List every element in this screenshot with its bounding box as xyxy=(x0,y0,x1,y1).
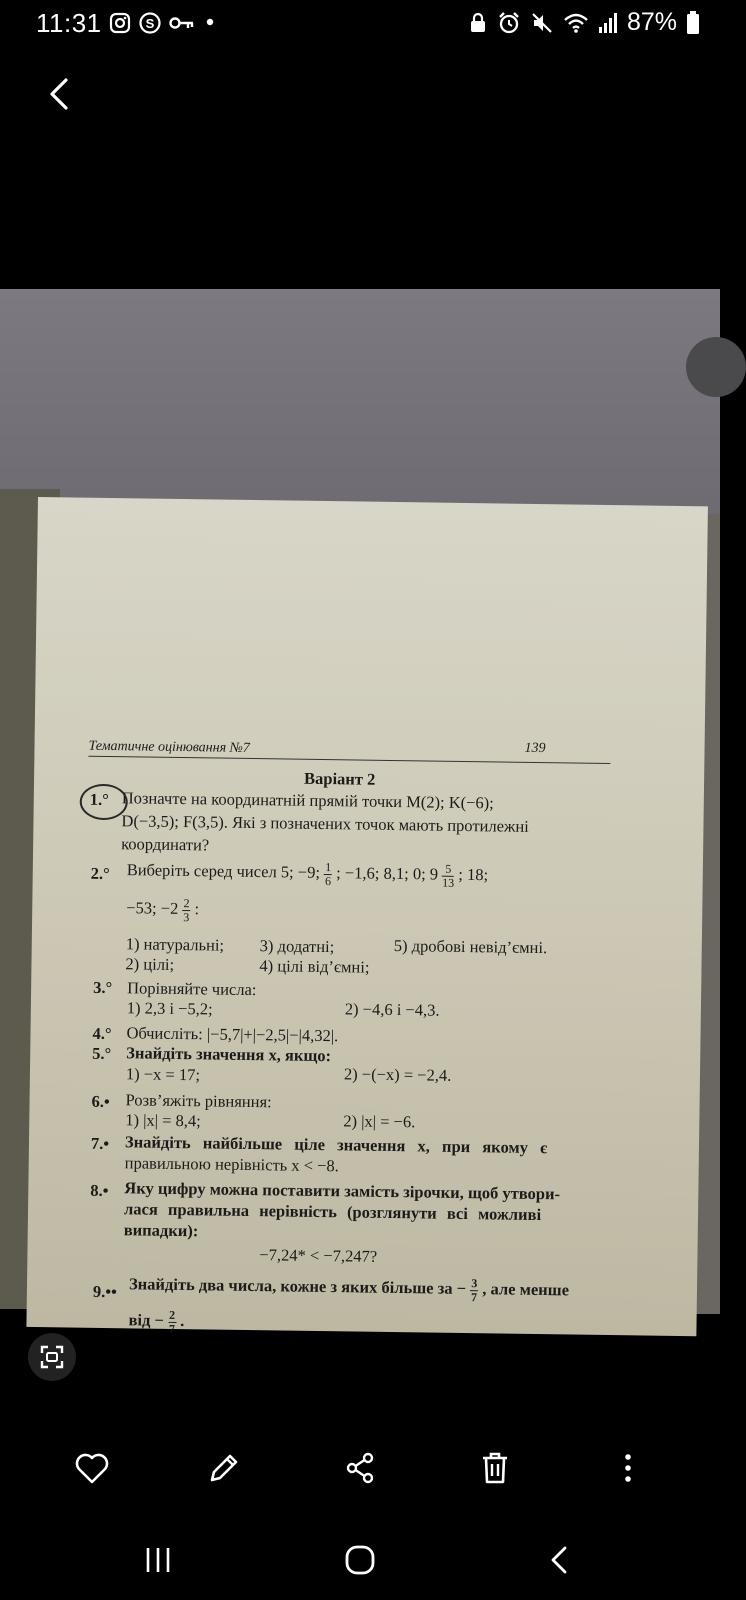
question-text-part: ; 18; xyxy=(458,864,489,885)
answer-option: 2) −(−x) = −2,4. xyxy=(343,1064,452,1085)
question-text: Обчисліть: |−5,7|+|−2,5|−|4,32|. xyxy=(126,1023,339,1046)
question-text: координати? xyxy=(121,834,210,855)
status-time: 11:31 xyxy=(36,8,102,38)
fraction-numerator: 3 xyxy=(471,1276,478,1291)
question-number: 9.•• xyxy=(92,1281,117,1302)
question-number: 6.• xyxy=(91,1091,110,1112)
inequality-expression: −7,24* < −7,247? xyxy=(259,1245,378,1266)
fraction xyxy=(324,861,332,887)
fraction-denominator: 7 xyxy=(168,1321,176,1336)
fraction xyxy=(470,1277,478,1303)
share-icon[interactable] xyxy=(340,1448,380,1488)
alarm-icon xyxy=(497,11,521,35)
page-number: 139 xyxy=(524,740,546,757)
fraction xyxy=(182,897,190,923)
status-bar xyxy=(0,0,720,48)
fraction-denominator: 6 xyxy=(324,873,332,888)
skype-icon xyxy=(139,12,161,34)
battery-icon xyxy=(686,11,700,35)
scan-image-icon xyxy=(28,1333,76,1381)
fraction-numerator: 2 xyxy=(168,1307,176,1322)
question-text-part: , але менше xyxy=(482,1279,570,1300)
question-text-part: . xyxy=(180,1310,185,1330)
answer-option: 1) |x| = 8,4; xyxy=(125,1110,201,1131)
photo-background-object xyxy=(686,337,746,397)
question-text: Розв’яжіть рівняння: xyxy=(125,1090,272,1112)
variant-title: Варіант 2 xyxy=(303,768,376,789)
fraction-numerator: 1 xyxy=(325,860,332,875)
edit-pencil-icon[interactable] xyxy=(204,1448,244,1488)
mute-icon xyxy=(530,11,554,35)
textbook-page xyxy=(26,497,708,1336)
answer-option: 1) натуральні; xyxy=(125,934,225,955)
dot-icon xyxy=(206,18,214,26)
question-number: 8.• xyxy=(90,1180,109,1201)
fraction-numerator: 5 xyxy=(442,863,454,877)
answer-option: 2) цілі; xyxy=(125,954,175,974)
recent-apps-icon[interactable] xyxy=(138,1540,178,1580)
question-text-part: −53; −2 xyxy=(126,898,179,918)
question-text-part: Виберіть серед чисел 5; −9; xyxy=(126,860,321,882)
question-number: 5.° xyxy=(92,1043,112,1064)
question-text: D(−3,5); F(3,5). Які з позначених точок мають протилежні xyxy=(121,811,529,836)
question-text: Яку цифру можна поставити замість зірочки, щоб утвори- xyxy=(124,1178,561,1204)
fraction-denominator: 13 xyxy=(442,875,455,890)
question-number: 7.• xyxy=(90,1133,110,1154)
lock-icon xyxy=(468,12,488,34)
question-text: Порівняйте числа: xyxy=(127,978,257,1000)
answer-option: 1) 2,3 і −5,2; xyxy=(126,998,213,1019)
question-text: Знайдіть найбільше ціле значення x, при якому є xyxy=(124,1132,548,1158)
question-text-part: від − xyxy=(128,1310,165,1330)
question-text xyxy=(127,858,489,889)
question-text xyxy=(128,1308,184,1335)
question-text xyxy=(126,896,199,923)
svg-text:S: S xyxy=(145,16,155,31)
question-number: 1.° xyxy=(89,789,109,810)
question-text: Позначте на координатній прямій точки M(2); K(−6); xyxy=(121,788,494,813)
more-options-icon[interactable] xyxy=(608,1448,648,1488)
back-arrow-icon[interactable] xyxy=(42,74,82,114)
question-text-part: : xyxy=(194,899,200,919)
page-header-title: Тематичне оцінювання №7 xyxy=(88,738,250,756)
answer-option: 1) −x = 17; xyxy=(125,1064,201,1085)
photo-viewer[interactable] xyxy=(0,289,720,1336)
question-text-part: ; −1,6; 8,1; 0; 9 xyxy=(336,863,439,884)
question-number: 2.° xyxy=(90,863,110,884)
signal-icon xyxy=(598,12,618,34)
status-right xyxy=(468,8,700,37)
delete-trash-icon[interactable] xyxy=(475,1448,515,1488)
question-text: правильною нерівність x < −8. xyxy=(124,1153,340,1176)
wifi-icon xyxy=(563,12,589,34)
favorite-heart-icon[interactable] xyxy=(72,1448,112,1488)
fraction xyxy=(168,1309,176,1335)
question-text: випадки): xyxy=(123,1220,199,1241)
question-text: лася правильна нерівність (розглянути всі можливі xyxy=(123,1199,542,1225)
question-text xyxy=(129,1272,569,1304)
answer-option: 3) додатні; xyxy=(259,936,335,957)
question-number: 3.° xyxy=(93,977,113,998)
battery-percent: 87% xyxy=(626,8,677,36)
back-nav-icon[interactable] xyxy=(540,1540,580,1580)
fraction-denominator: 3 xyxy=(183,909,190,924)
answer-option: 2) |x| = −6. xyxy=(343,1111,416,1132)
question-text: Знайдіть значення x, якщо: xyxy=(126,1043,332,1066)
answer-option: 4) цілі від’ємні; xyxy=(259,956,370,977)
answer-option: 2) −4,6 і −4,3. xyxy=(344,999,440,1020)
fraction-numerator: 2 xyxy=(183,896,190,911)
fraction-denominator: 7 xyxy=(471,1289,478,1304)
fraction xyxy=(442,863,454,889)
question-text-part: Знайдіть два числа, кожне з яких більше за − xyxy=(128,1274,467,1298)
home-icon[interactable] xyxy=(340,1540,380,1580)
scan-image-button[interactable] xyxy=(28,1333,76,1381)
answer-option: 5) дробові невід’ємні. xyxy=(393,936,548,958)
key-icon xyxy=(169,14,195,32)
instagram-icon xyxy=(109,12,131,34)
question-number: 4.° xyxy=(92,1023,112,1044)
